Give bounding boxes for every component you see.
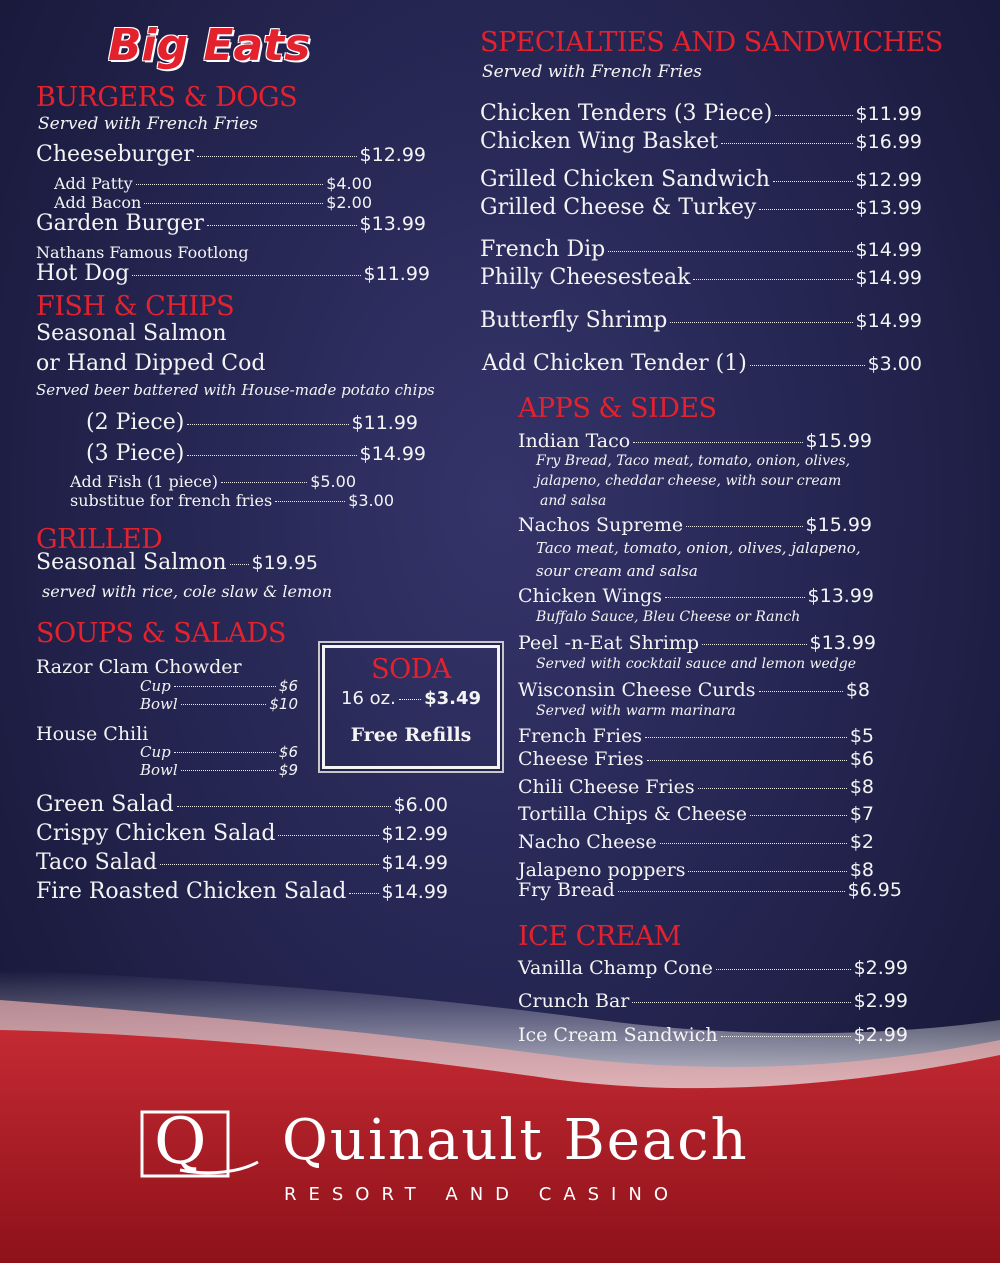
menu-item-grilled-chicken-sandwich: Grilled Chicken Sandwich $12.99	[480, 167, 922, 192]
brand-name: Quinault Beach	[282, 1108, 749, 1173]
menu-item-tortilla-chips: Tortilla Chips & Cheese $7	[518, 803, 874, 825]
brand-tagline: RESORT AND CASINO	[284, 1184, 680, 1205]
menu-item-add-patty: Add Patty $4.00	[54, 174, 372, 193]
icecream-heading: ICE CREAM	[518, 921, 681, 952]
menu-item-add-chicken-tender: Add Chicken Tender (1) $3.00	[482, 351, 922, 376]
menu-item-taco-salad: Taco Salad $14.99	[36, 850, 448, 875]
taco-note-3: and salsa	[540, 493, 607, 509]
menu-item-philly: Philly Cheesesteak $14.99	[480, 265, 922, 290]
soda-box	[322, 645, 500, 769]
apps-heading: APPS & SIDES	[518, 393, 717, 424]
chili-label: House Chili	[36, 723, 149, 745]
menu-item-2-piece: (2 Piece) $11.99	[86, 410, 418, 435]
menu-item-french-fries: French Fries $5	[518, 725, 874, 747]
specialties-heading: SPECIALTIES AND SANDWICHES	[480, 27, 943, 58]
menu-item-jalapeno-poppers: Jalapeno poppers $8	[518, 859, 874, 881]
soda-price-row: 16 oz. $3.49	[341, 688, 481, 709]
taco-note-2: jalapeno, cheddar cheese, with sour cream	[536, 473, 842, 489]
menu-item-green-salad: Green Salad $6.00	[36, 792, 448, 817]
menu-item-fire-roasted-salad: Fire Roasted Chicken Salad $14.99	[36, 879, 448, 904]
menu-item-chicken-wings: Chicken Wings $13.99	[518, 585, 874, 607]
brand-logo-icon: Q	[140, 1110, 260, 1178]
shrimp-note: Served with cocktail sauce and lemon wedge	[536, 656, 857, 672]
menu-item-garden-burger: Garden Burger $13.99	[36, 211, 426, 236]
menu-item-add-bacon: Add Bacon $2.00	[54, 193, 372, 212]
menu-item-chili-cheese-fries: Chili Cheese Fries $8	[518, 776, 874, 798]
grilled-heading: GRILLED	[36, 524, 163, 555]
menu-item-peel-n-eat-shrimp: Peel -n-Eat Shrimp $13.99	[518, 632, 876, 654]
burgers-heading: BURGERS & DOGS	[36, 82, 298, 113]
specialties-note: Served with French Fries	[482, 62, 702, 82]
menu-item-hot-dog: Hot Dog $11.99	[36, 261, 430, 286]
menu-item-french-dip: French Dip $14.99	[480, 237, 922, 262]
fish-line2: or Hand Dipped Cod	[36, 351, 266, 376]
menu-item-butterfly-shrimp: Butterfly Shrimp $14.99	[480, 308, 922, 333]
title-logo: Big Eats	[108, 20, 311, 71]
soda-heading: SODA	[371, 654, 451, 685]
menu-item-substitute: substitue for french fries $3.00	[70, 491, 394, 510]
menu-item-nacho-cheese: Nacho Cheese $2	[518, 831, 874, 853]
menu-item-cheese-fries: Cheese Fries $6	[518, 748, 874, 770]
menu-item-cheese-curds: Wisconsin Cheese Curds $8	[518, 679, 870, 701]
menu-item-vanilla-cone: Vanilla Champ Cone $2.99	[518, 957, 908, 979]
chili-bowl: Bowl $9	[140, 761, 298, 779]
chowder-bowl: Bowl $10	[140, 695, 298, 713]
fish-line1: Seasonal Salmon	[36, 321, 227, 346]
menu-item-nachos-supreme: Nachos Supreme $15.99	[518, 514, 872, 536]
chowder-cup: Cup $6	[140, 677, 298, 695]
burgers-note: Served with French Fries	[38, 114, 258, 134]
menu-item-cheeseburger: Cheeseburger $12.99	[36, 142, 426, 167]
chowder-label: Razor Clam Chowder	[36, 656, 242, 678]
nachos-note-1: Taco meat, tomato, onion, olives, jalapeno,	[536, 539, 861, 557]
nachos-note-2: sour cream and salsa	[536, 562, 698, 580]
grilled-note: served with rice, cole slaw & lemon	[42, 582, 333, 601]
menu-item-seasonal-salmon: Seasonal Salmon $19.95	[36, 550, 318, 575]
menu-item-chicken-tenders: Chicken Tenders (3 Piece) $11.99	[480, 101, 922, 126]
wings-note: Buffalo Sauce, Bleu Cheese or Ranch	[536, 609, 801, 625]
menu-item-wing-basket: Chicken Wing Basket $16.99	[480, 129, 922, 154]
chili-cup: Cup $6	[140, 743, 298, 761]
menu-item-grilled-cheese-turkey: Grilled Cheese & Turkey $13.99	[480, 195, 922, 220]
menu-item-crunch-bar: Crunch Bar $2.99	[518, 990, 908, 1012]
menu-item-3-piece: (3 Piece) $14.99	[86, 441, 426, 466]
hotdog-label: Nathans Famous Footlong	[36, 243, 249, 262]
soups-heading: SOUPS & SALADS	[36, 618, 286, 649]
menu-item-ice-cream-sandwich: Ice Cream Sandwich $2.99	[518, 1024, 908, 1046]
curds-note: Served with warm marinara	[536, 703, 736, 719]
menu-item-crispy-chicken-salad: Crispy Chicken Salad $12.99	[36, 821, 448, 846]
fish-note: Served beer battered with House-made potato chips	[36, 381, 435, 399]
menu-item-add-fish: Add Fish (1 piece) $5.00	[70, 472, 356, 491]
soda-refills: Free Refills	[350, 724, 472, 746]
menu-item-fry-bread: Fry Bread $6.95	[518, 879, 902, 901]
menu-item-indian-taco: Indian Taco $15.99	[518, 430, 872, 452]
taco-note-1: Fry Bread, Taco meat, tomato, onion, olives,	[536, 453, 851, 469]
fish-heading: FISH & CHIPS	[36, 291, 235, 322]
